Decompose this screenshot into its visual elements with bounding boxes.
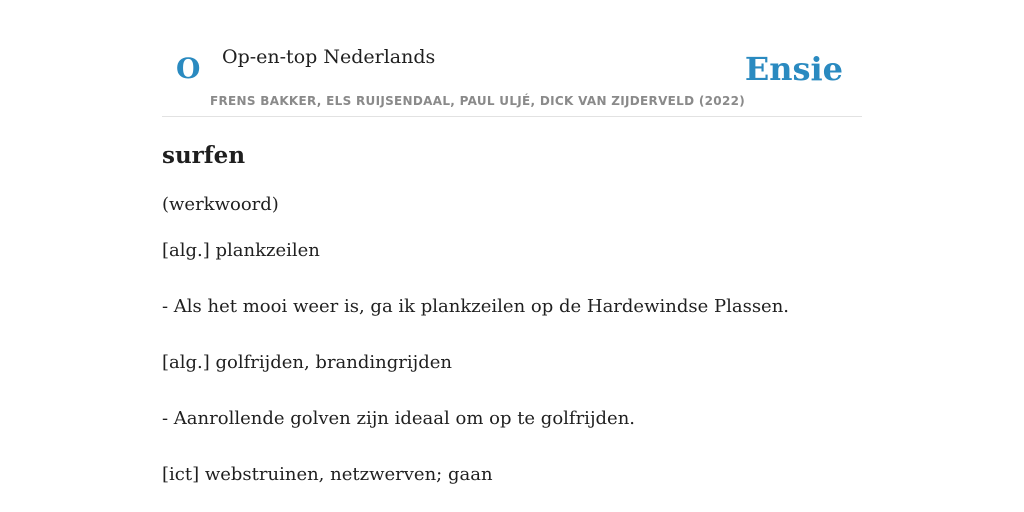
entry-headword: surfen (162, 142, 246, 169)
ensie-logo[interactable]: Ensie (744, 50, 843, 88)
book-logo-letter: O (176, 52, 201, 85)
example-line: - Als het mooi weer is, ga ik plankzeilen op de Hardewindse Plassen. (162, 296, 790, 317)
definition-line: [ict] webstruinen, netzwerven; gaan (162, 464, 493, 485)
definition-line: [alg.] golfrijden, brandingrijden (162, 352, 452, 373)
definition-line: [alg.] plankzeilen (162, 240, 320, 261)
example-line: - Aanrollende golven zijn ideaal om op te golfrijden. (162, 408, 636, 429)
book-authors: FRENS BAKKER, ELS RUIJSENDAAL, PAUL ULJÉ, DICK VAN ZIJDERVELD (2022) (210, 94, 746, 108)
book-header (162, 0, 862, 117)
part-of-speech: (werkwoord) (162, 194, 279, 215)
book-title[interactable]: Op-en-top Nederlands (222, 46, 436, 68)
entry-content (162, 140, 862, 485)
